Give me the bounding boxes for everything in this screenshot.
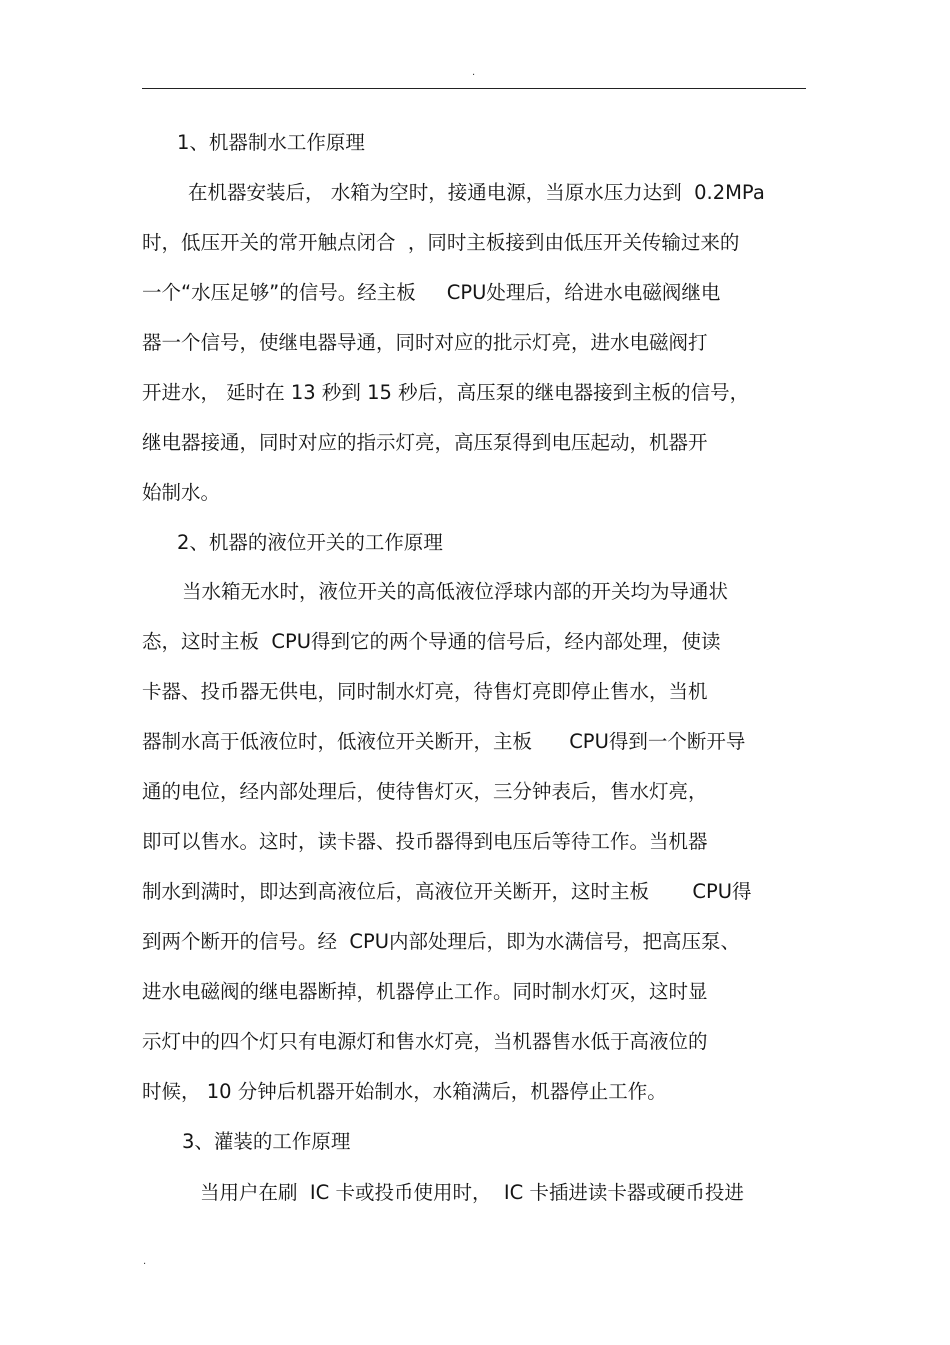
paragraph-line: 时，低压开关的常开触点闭合 ，同时主板接到由低压开关传输过来的 (142, 231, 740, 254)
paragraph-line: 一个“水压足够”的信号。经主板 CPU处理后，给进水电磁阀继电 (142, 281, 721, 304)
paragraph-line: 器制水高于低液位时，低液位开关断开，主板 CPU得到一个断开导 (142, 730, 746, 753)
section-heading-2: 2、机器的液位开关的工作原理 (177, 531, 443, 554)
paragraph-line: 到两个断开的信号。经 CPU内部处理后，即为水满信号，把高压泵、 (142, 930, 741, 953)
paragraph-line: 当水箱无水时，液位开关的高低液位浮球内部的开关均为导通状 (182, 580, 729, 603)
paragraph-line: 态，这时主板 CPU得到它的两个导通的信号后，经内部处理，使读 (142, 630, 721, 653)
section-heading-1: 1、机器制水工作原理 (177, 131, 365, 154)
paragraph-line: 时候， 10 分钟后机器开始制水，水箱满后，机器停止工作。 (142, 1080, 667, 1103)
paragraph-line: 开进水， 延时在 13 秒到 15 秒后，高压泵的继电器接到主板的信号， (142, 381, 750, 404)
paragraph-line: 卡器、投币器无供电，同时制水灯亮，待售灯亮即停止售水，当机 (142, 680, 708, 703)
paragraph-line: 器一个信号，使继电器导通，同时对应的批示灯亮，进水电磁阀打 (142, 331, 708, 354)
header-mark: . (472, 67, 476, 78)
paragraph-line: 始制水。 (142, 481, 221, 504)
paragraph-line: 通的电位，经内部处理后，使待售灯灭，三分钟表后，售水灯亮， (142, 780, 708, 803)
paragraph-line: 继电器接通，同时对应的指示灯亮，高压泵得到电压起动，机器开 (142, 431, 708, 454)
paragraph-line: 当用户在刷 IC 卡或投币使用时， IC 卡插进读卡器或硬币投进 (200, 1181, 744, 1204)
paragraph-line: 即可以售水。这时，读卡器、投币器得到电压后等待工作。当机器 (142, 830, 708, 853)
paragraph-line: 在机器安装后， 水箱为空时，接通电源，当原水压力达到 0.2MPa (188, 181, 765, 204)
section-heading-3: 3、灌装的工作原理 (182, 1130, 351, 1153)
paragraph-line: 示灯中的四个灯只有电源灯和售水灯亮，当机器售水低于高液位的 (142, 1030, 708, 1053)
paragraph-line: 进水电磁阀的继电器断掉，机器停止工作。同时制水灯灭，这时显 (142, 980, 708, 1003)
header-rule (142, 88, 806, 89)
paragraph-line: 制水到满时，即达到高液位后，高液位开关断开，这时主板 CPU得 (142, 880, 752, 903)
footer-mark: . (143, 1256, 147, 1267)
